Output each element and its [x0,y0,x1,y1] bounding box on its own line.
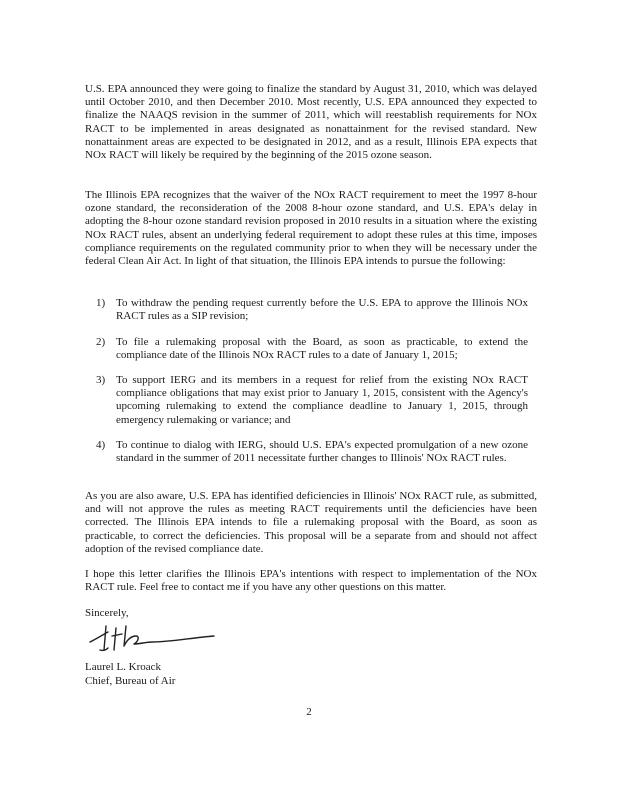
page-number: 2 [306,706,312,718]
list-item-3 [96,374,528,427]
signer-name: Laurel L. Kroack [85,661,162,673]
list-item-number: 3) [96,374,106,386]
list-item-number: 4) [96,439,106,451]
paragraph-ozone-schedule: U.S. EPA announced they were going to finalize the standard by August 31, 2010, which was delayed until October 2010, and then December 2010. Most recently, U.S. EPA announced they expected to finalize the NAAQS revision in the summer of 2011, which will reestablish requirements for NOx RACT to be implemented in areas designated as nonattainment for the revised standard. New nonattainment areas are expected to be designated in 2012, and as a result, Illinois EPA expects that NOx RACT will likely be required by the beginning of the 2015 ozone season. [85,83,537,162]
list-item-number: 2) [96,336,106,348]
list-item-text: To file a rulemaking proposal with the Board, as soon as practicable, to extend the compliance date of the Illinois NOx RACT rules to a date of January 1, 2015; [116,336,528,362]
list-item-2 [96,336,528,362]
list-item-text: To continue to dialog with IERG, should U.S. EPA's expected promulgation of a new ozone standard in the summer of 2011 necessitate further changes to Illinois' NOx RACT rules. [116,439,528,465]
paragraph-closing: I hope this letter clarifies the Illinois EPA's intentions with respect to implementation of the NOx RACT rule. Feel free to contact me if you have any other questions on this matter. [85,568,537,594]
signer-title: Chief, Bureau of Air [85,675,176,687]
salutation: Sincerely, [85,607,129,619]
list-item-number: 1) [96,297,106,309]
list-item-text: To withdraw the pending request currently before the U.S. EPA to approve the Illinois NOx RACT rules as a SIP revision; [116,297,528,323]
paragraph-deficiencies: As you are also aware, U.S. EPA has identified deficiencies in Illinois' NOx RACT rule, as submitted, and will not approve the rules as meeting RACT requirements until the deficiencies have been corrected. The Illinois EPA intends to file a rulemaking proposal with the Board, as soon as practicable, to correct the deficiencies. This proposal will be a separate from and should not affect adoption of the revised compliance date. [85,490,537,555]
list-item-1 [96,297,528,323]
signature-image [86,620,226,656]
paragraph-illinois-epa-recognizes: The Illinois EPA recognizes that the waiver of the NOx RACT requirement to meet the 1997 8-hour ozone standard, the reconsideration of the 2008 8-hour ozone standard, and U.S. EPA's delay in adopting the 8-hour ozone standard revision proposed in 2010 results in a situation where the existing NOx RACT rules, absent an underlying federal requirement to adopt these rules at this time, imposes compliance requirements on the regulated community prior to when they will be necessary under the federal Clean Air Act. In light of that situation, the Illinois EPA intends to pursue the following: [85,189,537,268]
list-item-text: To support IERG and its members in a request for relief from the existing NOx RACT compliance obligations that may exist prior to January 1, 2015, consistent with the Agency's upcoming rulemaking to extend the compliance deadline to January 1, 2015, through emergency rulemaking or variance; and [116,374,528,426]
list-item-4 [96,439,528,465]
